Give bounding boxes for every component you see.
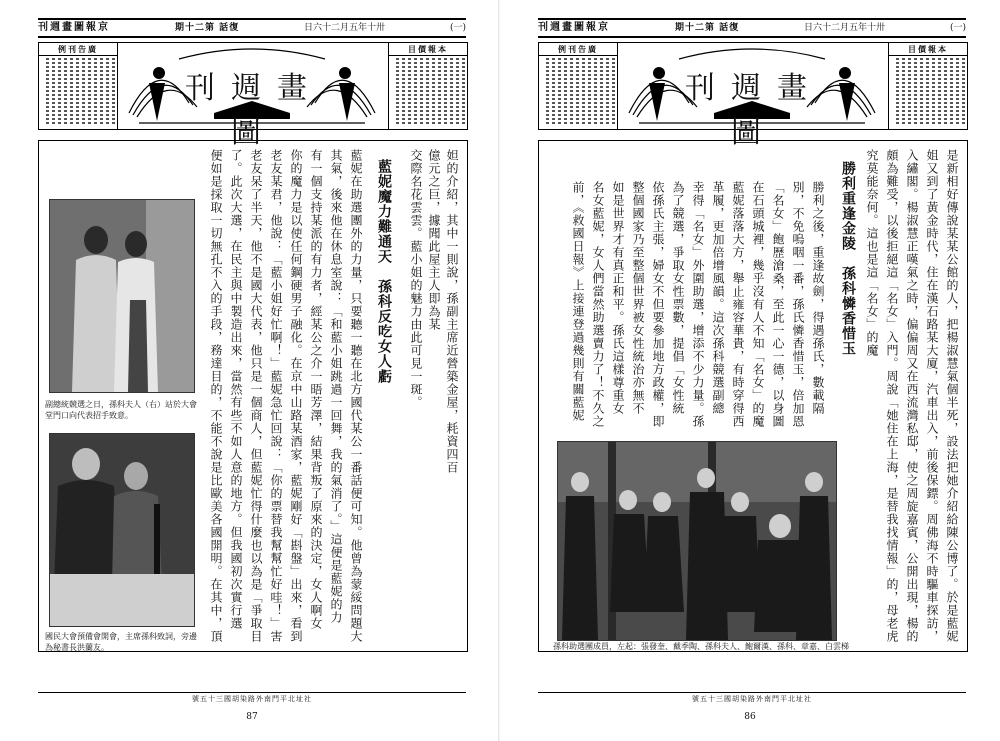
article-column: 整個國家乃至整個世界被女性統治亦無不: [631, 181, 645, 415]
article-column: 入繡閣。楊淑慧正嘆氣之時，偏偏周又在西流灣私邸，使之周旋嘉賓，公開出現，楊的: [905, 149, 919, 643]
photo-campaign-team: [557, 441, 837, 641]
article-column: 在石頭城裡，幾乎沒有人不知「名女」的魔: [751, 181, 765, 428]
article-column: 名女藍妮，女人們當然助選賣力了！不久之: [591, 181, 605, 428]
page-number: 86: [744, 712, 756, 722]
article-column: 究莫能奈何。這也是這「名女」的魔: [865, 149, 879, 357]
article-column: 老友某君，他說：「藍小姐好忙啊！」藍妮急忙回說：「你的票替我幫幫忙好哇！」害: [269, 149, 283, 643]
ad-rates-text: [539, 56, 617, 128]
page-header: [38, 18, 466, 38]
section-number: (一): [449, 23, 466, 33]
page-header: [538, 18, 966, 38]
subscription-title: 目價報本: [389, 43, 467, 56]
subscription-title: 目價報本: [889, 43, 967, 56]
issue-date: 日六十二月五年十卅: [304, 23, 386, 33]
ad-rates-title: 例刊告廣: [39, 43, 117, 56]
subscription-box: [888, 43, 967, 129]
subscription-box: [388, 43, 467, 129]
article-headline: 勝利重逢金陵 孫科憐香惜玉: [840, 161, 856, 356]
section-number: (一): [949, 23, 966, 33]
issue-date: 日六十二月五年十卅: [804, 23, 886, 33]
article-column: 藍妮在助選團外的力量，只要聽一聽在北方國代某公一番話便可知。他曾為蒙綏問題大: [349, 149, 363, 643]
article-column: 藍妮落落大方，舉止雍容華貴，有時穿得西: [731, 181, 745, 428]
article-body: [38, 140, 468, 652]
masthead: [538, 42, 968, 150]
photo-caption: 副總統競選之日，孫科夫人（右）站於大會堂門口向代表招手致意。: [45, 400, 197, 420]
ad-rates-box: [539, 43, 618, 129]
page-footer: 號五十三國胡染路外南門平北址社: [38, 692, 466, 705]
article-body: [538, 140, 968, 652]
article-column: 如是世界才有真正和平。孫氏這樣尊重女: [611, 181, 625, 415]
article-column: 便如是採取一切無孔不入的手段，務達目的，不能不說是比歐美各國開明。在其中，頂: [209, 149, 223, 643]
photo-sun-ke-speech: [49, 433, 195, 627]
article-column: 老友呆了半天，他不是國大代表，他只是一個商人，但藍妮忙得什麼也以為是「爭取目: [249, 149, 263, 643]
photo-sun-ke-wife: [49, 199, 195, 393]
ad-rates-text: [39, 56, 117, 128]
article-column: 依孫氏主張，婦女不但要參加地方政權，即: [651, 181, 665, 428]
article-column: 了。此次大選，在民主與中製造出來，當然有些不如人意的地方。但我國初次實行選: [229, 149, 243, 630]
masthead-logo: [119, 43, 385, 150]
article-column: 勝利之後，重逢故劍，得遇孫氏，數載隔: [811, 181, 825, 415]
article-column: 是新相好傳說某某公館的人，把楊淑慧氣個半死，設法把她介紹給陳公博了。於是藍妮: [945, 149, 959, 643]
page-footer: 號五十三國胡染路外南門平北址社: [538, 692, 966, 705]
magazine-name: 刊週畫圖報京: [538, 22, 610, 33]
article-column: 其氣，後來他在休息室說：「和藍小姐跳過一回舞，我的氣消了。」這便是藍妮的力: [329, 149, 343, 624]
article-column: 交際名花雲雲。藍小姐的魅力由此可見一斑。: [409, 149, 423, 409]
photo-placeholder-icon: [50, 434, 194, 626]
article-headline: 藍妮魔力難通天 孫科反吃女人虧: [376, 159, 392, 384]
ad-rates-box: [39, 43, 118, 129]
article-column: 你的魔力是以使任何鋼硬男子融化。在京中山路某酒家，藍妮剛好「斟盤」出來，看到: [289, 149, 303, 643]
article-column: 「名女」飽歷滄桑，至此一心一德，以身圖: [771, 181, 785, 428]
article-column: 頗為難受，以後拒絕這「名女」入門。周說「她住在上海，是替我找情報」的，母老虎: [885, 149, 899, 643]
issue-number: 期十二第 話復: [674, 23, 740, 33]
page-86: [500, 0, 1000, 741]
page-number: 87: [246, 712, 258, 722]
magazine-logo-title: 刊週畫圖: [185, 71, 323, 150]
ad-rates-title: 例刊告廣: [539, 43, 617, 56]
photo-caption: 國民大會預備會開會，主席孫科致詞，旁邊為秘書長洪蘭友。: [45, 632, 197, 652]
photo-placeholder-icon: [50, 200, 194, 392]
issue-number: 期十二第 話復: [174, 23, 240, 33]
article-column: 革履，更加倍增風韻。這次孫科競選副總: [711, 181, 725, 415]
photo-caption: 孫科助選團成員，左起：張發奎、戴季陶、孫科夫人、鮑爾漢、孫科、章嘉、白雲梯: [553, 642, 849, 651]
masthead-logo: [619, 43, 885, 150]
photo-placeholder-icon: [558, 442, 836, 640]
article-column: 別，不免嗚咽一番，孫氏憐香惜玉，倍加恩: [791, 181, 805, 428]
magazine-logo-title: 刊週畫圖: [685, 71, 823, 150]
subscription-text: [389, 56, 467, 128]
masthead: [38, 42, 468, 150]
article-column: 為了競選，爭取女性票數，提倡「女性統: [671, 181, 685, 415]
article-column: 前，《救國日報》上接連登過幾則有關藍妮: [571, 181, 585, 422]
subscription-text: [889, 56, 967, 128]
article-column: 有一個支持某派的有力者，經某公之介一晤芳澤，結果背叛了原來的決定，女人啊女: [309, 149, 323, 630]
article-column: 姐又到了黃金時代，住在漢石路某大廈，汽車出入，前後保鏢。周佛海不時驅車探訪，: [925, 149, 939, 643]
article-column: 妲的介紹，其中一則說，孫副主席近營築金屋，耗資四百億元之巨，據聞此屋主人即為某: [427, 149, 459, 474]
article-column: 幸得「名女」外圍助選，增添不少力量。孫: [691, 181, 705, 428]
magazine-name: 刊週畫圖報京: [38, 22, 110, 33]
